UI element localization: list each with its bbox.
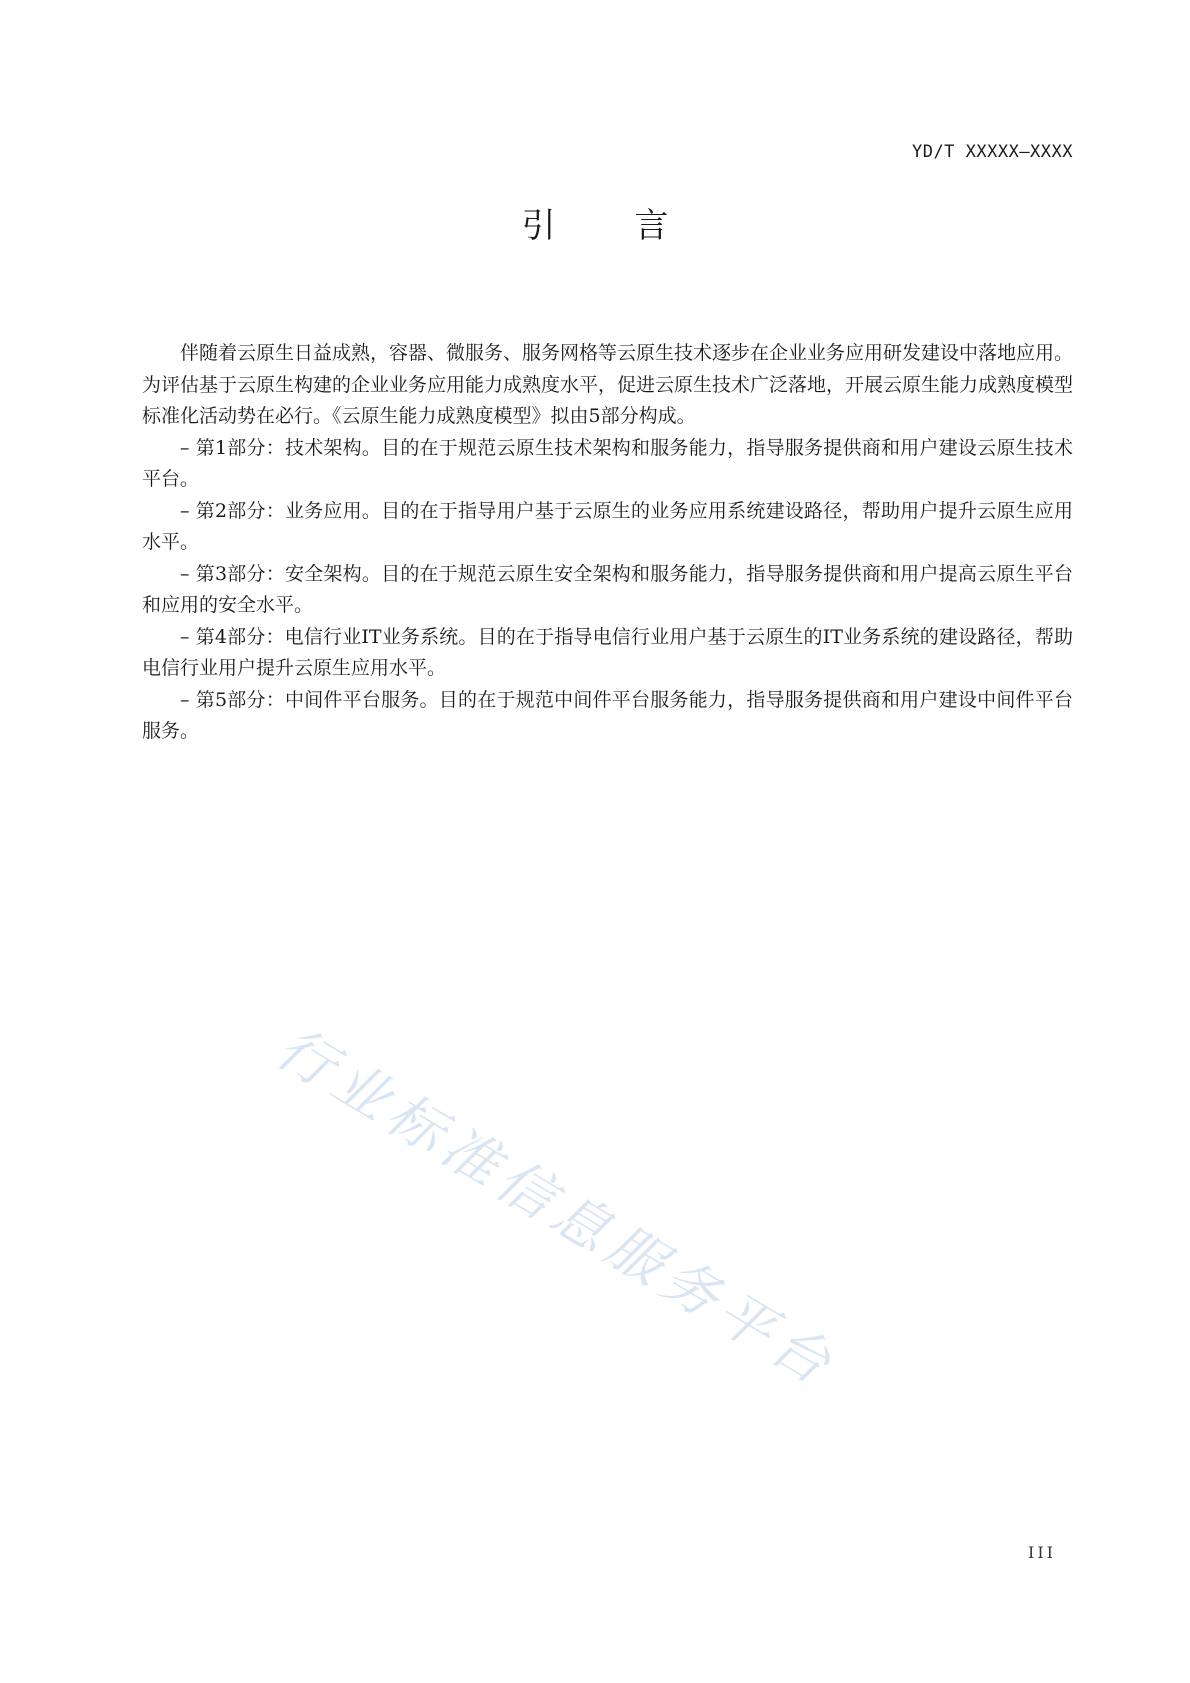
standard-number: YD/T XXXXX—XXXX — [911, 142, 1073, 162]
part-item-3: – 第3部分：安全架构。目的在于规范云原生安全架构和服务能力，指导服务提供商和用户提高云原生平台和应用的安全水平。 — [142, 562, 1073, 616]
part-item-4: – 第4部分：电信行业IT业务系统。目的在于指导电信行业用户基于云原生的IT业务系统的建设路径，帮助电信行业用户提升云原生应用水平。 — [142, 625, 1073, 679]
page-number: III — [1028, 1543, 1056, 1562]
intro-paragraph: 伴随着云原生日益成熟，容器、微服务、服务网格等云原生技术逐步在企业业务应用研发建设中落地应用。为评估基于云原生构建的企业业务应用能力成熟度水平，促进云原生技术广泛落地，开展云原生能力成熟度模型标准化活动势在必行。《云原生能力成熟度模型》拟由5部分构成。 — [142, 342, 1074, 427]
part-item-2: – 第2部分：业务应用。目的在于指导用户基于云原生的业务应用系统建设路径，帮助用户提升云原生应用水平。 — [142, 499, 1073, 553]
part-item-5: – 第5部分：中间件平台服务。目的在于规范中间件平台服务能力，指导服务提供商和用户建设中间件平台服务。 — [142, 688, 1073, 742]
part-item-1: – 第1部分：技术架构。目的在于规范云原生技术架构和服务能力，指导服务提供商和用户建设云原生技术平台。 — [142, 436, 1073, 490]
watermark: 行业标准信息服务平台 — [265, 1015, 848, 1401]
section-title: 引 言 — [521, 206, 703, 246]
body-text — [142, 338, 1073, 748]
